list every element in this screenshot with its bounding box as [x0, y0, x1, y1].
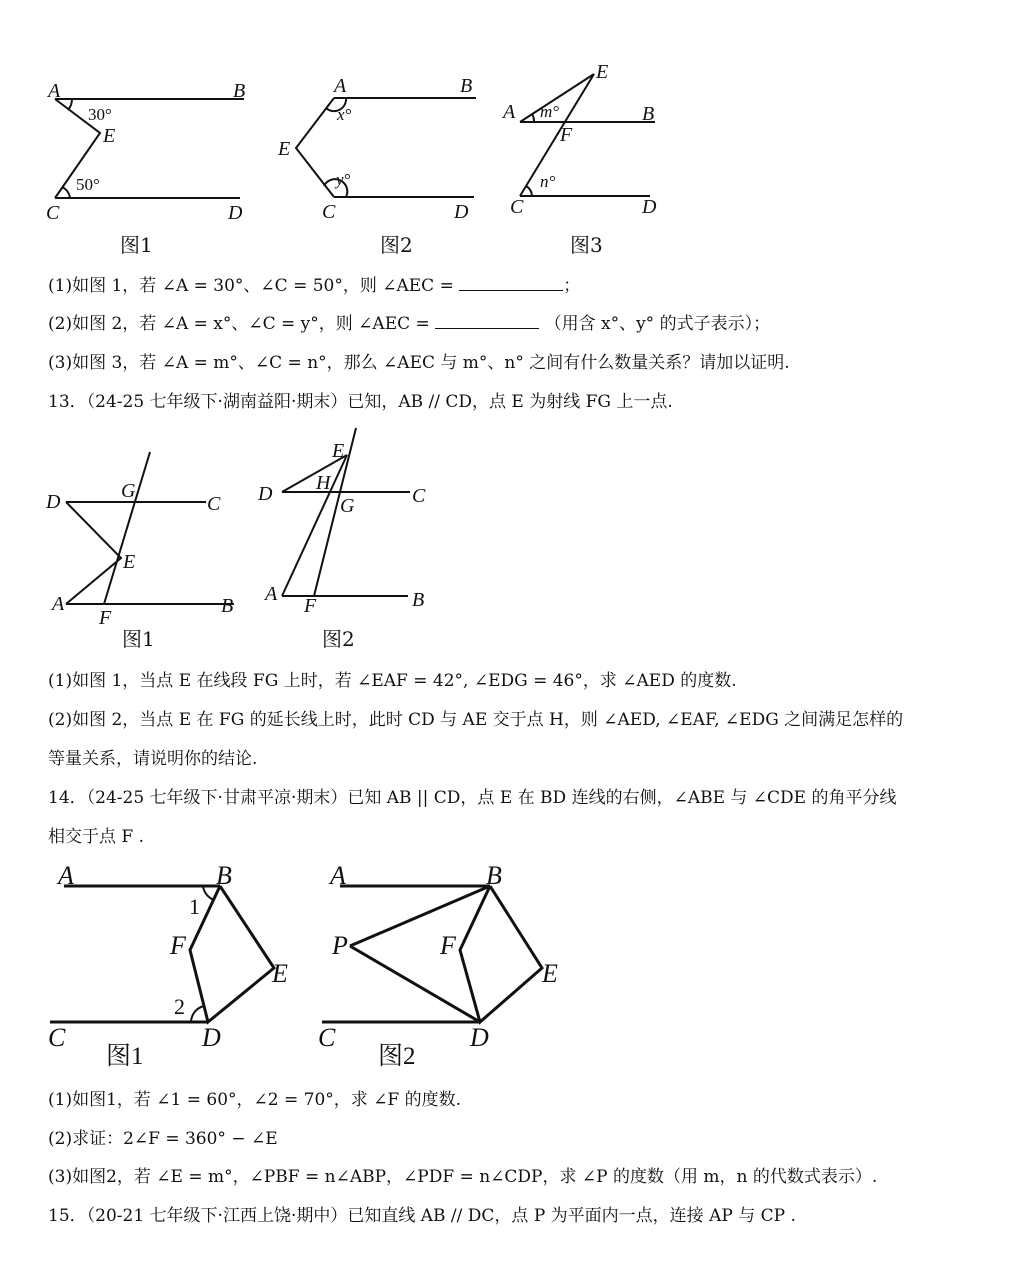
p14-f1-label-C: C — [48, 1023, 66, 1052]
p14-question-1: (1)如图1，若 ∠1 = 60°，∠2 = 70°，求 ∠F 的度数. — [48, 1090, 462, 1110]
p13-f1-label-F: F — [99, 607, 112, 629]
p13-f2-label-G: G — [340, 495, 355, 517]
p14-f1-caption: 图1 — [106, 1043, 144, 1070]
p12-figure-1 — [46, 80, 245, 257]
p13-figure-2 — [257, 428, 426, 651]
p12-f2-label-B: B — [460, 75, 473, 97]
p14-f2-label-F: F — [440, 931, 456, 960]
p14-question-2: (2)求证：2∠F = 360° − ∠E — [48, 1129, 278, 1149]
p13-question-1: (1)如图 1，当点 E 在线段 FG 上时，若 ∠EAF = 42°, ∠EDG = 46°，求 ∠AED 的度数. — [48, 671, 737, 691]
p12-question-2: (2)如图 2，若 ∠A = x°、∠C = y°，则 ∠AEC = （用含 x°、y° 的式子表示）； — [48, 314, 771, 334]
p13-question-2-line-1: (2)如图 2，当点 E 在 FG 的延长线上时，此时 CD 与 AE 交于点 H，则 ∠AED, ∠EAF, ∠EDG 之间满足怎样的 — [48, 710, 904, 730]
p13-f1-label-C: C — [207, 493, 221, 515]
p13-f2-label-A: A — [265, 583, 278, 605]
p13-f2-label-F: F — [304, 595, 317, 617]
p12-f2-label-C: C — [322, 201, 336, 223]
p12-f3-label-F: F — [560, 124, 573, 146]
p14-figure-1 — [48, 861, 288, 1070]
p13-f2-label-C: C — [412, 485, 426, 507]
p13-f2-label-E: E — [332, 440, 345, 462]
p12-q2-answer-blank[interactable] — [435, 312, 539, 329]
p14-f1-label-E: E — [272, 959, 288, 988]
p13-f1-label-E: E — [123, 551, 136, 573]
p12-f1-label-C: C — [46, 202, 60, 224]
p12-f2-label-A: A — [334, 75, 347, 97]
p12-f1-label-E: E — [103, 125, 116, 147]
p12-f1-label-D: D — [228, 202, 243, 224]
p12-f2-angle-C: y° — [336, 170, 351, 189]
p14-f2-label-D: D — [470, 1023, 489, 1052]
p13-figure-1 — [45, 452, 234, 651]
p14-f1-label-B: B — [216, 861, 232, 890]
p12-f3-label-A: A — [503, 101, 516, 123]
p14-header-line-1: 14．（24-25 七年级下·甘肃平凉·期末）已知 AB || CD，点 E 在 BD 连线的右侧，∠ABE 与 ∠CDE 的角平分线 — [48, 788, 897, 808]
p14-f2-label-P: P — [332, 931, 348, 960]
p14-f2-label-E: E — [542, 959, 558, 988]
p14-figure-2 — [318, 861, 558, 1070]
p14-f1-angle-1: 1 — [189, 894, 200, 919]
p12-question-3: (3)如图 3，若 ∠A = m°、∠C = n°，那么 ∠AEC 与 m°、n° 之间有什么数量关系？请加以证明. — [48, 353, 790, 373]
p13-f1-label-A: A — [52, 593, 65, 615]
p12-f2-label-E: E — [278, 138, 291, 160]
p14-f2-label-C: C — [318, 1023, 336, 1052]
p12-figure-2 — [277, 75, 476, 257]
p14-f1-angle-2: 2 — [174, 994, 185, 1019]
p12-f2-caption: 图2 — [380, 233, 413, 257]
p14-f2-caption: 图2 — [378, 1043, 416, 1070]
p13-f1-label-B: B — [221, 595, 234, 617]
p12-f3-angle-A: m° — [540, 102, 560, 121]
p12-f3-label-E: E — [596, 61, 609, 83]
p14-question-3: (3)如图2，若 ∠E = m°，∠PBF = n∠ABP，∠PDF = n∠CDP，求 ∠P 的度数（用 m，n 的代数式表示）. — [48, 1167, 878, 1187]
p12-f1-caption: 图1 — [120, 233, 153, 257]
p13-f2-label-D: D — [258, 483, 273, 505]
p14-f2-label-B: B — [486, 861, 502, 890]
p12-f3-caption: 图3 — [570, 233, 603, 257]
p12-f3-angle-C: n° — [540, 172, 556, 191]
p14-f1-label-D: D — [202, 1023, 221, 1052]
p13-f2-caption: 图2 — [322, 627, 355, 651]
p12-figure-3 — [501, 61, 657, 257]
p14-header-line-2: 相交于点 F . — [48, 827, 145, 847]
p12-f2-label-D: D — [454, 201, 469, 223]
p14-f2-label-A: A — [330, 861, 346, 890]
p13-f2-label-H: H — [316, 472, 331, 494]
p12-f1-angle-A: 30° — [88, 105, 112, 124]
p12-f2-angle-A: x° — [337, 105, 352, 124]
p12-f1-label-B: B — [233, 80, 246, 102]
p13-f1-caption: 图1 — [122, 627, 155, 651]
p13-f1-label-G: G — [121, 480, 136, 502]
p14-f1-label-F: F — [170, 931, 186, 960]
p12-f3-label-D: D — [642, 196, 657, 218]
p13-f2-label-B: B — [412, 589, 425, 611]
p13-question-2-line-2: 等量关系，请说明你的结论. — [48, 749, 258, 769]
p12-q1-answer-blank[interactable] — [459, 274, 563, 291]
p13-header: 13．（24-25 七年级下·湖南益阳·期末）已知，AB // CD，点 E 为射线 FG 上一点. — [48, 392, 673, 412]
p12-f1-angle-C: 50° — [76, 175, 100, 194]
p13-f1-label-D: D — [46, 491, 61, 513]
p12-f3-label-B: B — [642, 103, 655, 125]
p14-f1-label-A: A — [58, 861, 74, 890]
p12-f3-label-C: C — [510, 196, 524, 218]
p12-f1-label-A: A — [48, 80, 61, 102]
p15-header: 15．（20-21 七年级下·江西上饶·期中）已知直线 AB // DC，点 P 为平面内一点，连接 AP 与 CP . — [48, 1206, 796, 1226]
p12-question-1: (1)如图 1，若 ∠A = 30°、∠C = 50°，则 ∠AEC = ； — [48, 276, 581, 296]
